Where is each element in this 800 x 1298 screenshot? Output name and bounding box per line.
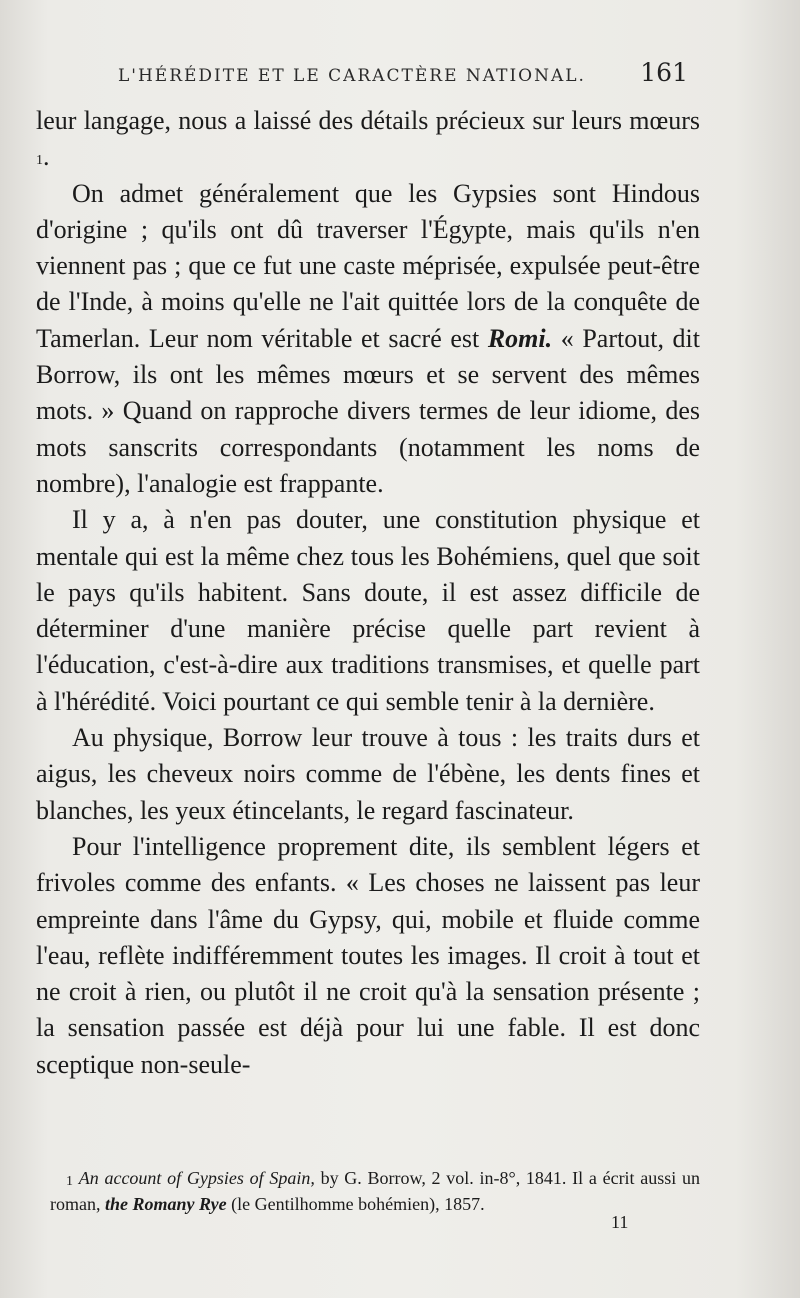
paragraph-3: Il y a, à n'en pas douter, une constitution physique et mentale qui est la même chez tous les Bohémiens, quel que soit le pays qu'ils habitent. Sans doute, il est assez difficile de déterminer d'une manière précise quelle part revient à l'éducation, c'est-à-dire aux traditions transmises, et quelle part à l'hérédité. Voici pourtant ce qui semble tenir à la dernière. — [36, 505, 700, 716]
footnote-reference: 1 — [36, 153, 43, 169]
footnote-1 — [50, 1165, 700, 1217]
romi-term: Romi. — [487, 323, 553, 353]
footnotes — [50, 1165, 700, 1217]
footnote-title: An account of Gypsies of Spain, — [78, 1168, 315, 1188]
body-text — [36, 103, 700, 1083]
paragraph-2 — [36, 176, 700, 503]
signature-mark: 11 — [611, 1212, 629, 1232]
paragraph-1-end: . — [43, 142, 50, 172]
footnote-text-1: by G. Borrow, 2 vol. in-8°, 1841. Il a écrit aussi un roman, — [50, 1168, 701, 1214]
page-header — [118, 58, 688, 87]
paragraph-1-text: leur langage, nous a laissé des détails précieux sur leurs mœurs — [36, 106, 700, 135]
paragraph-2-text: On admet généralement que les Gypsies sont Hindous d'origine ; qu'ils ont dû traverser l'Égypte, mais qu'ils n'en viennent pas ; que ce fut une caste méprisée, expulsée peut-être de l'Inde, à moins qu'elle ne l'ait quittée lors de la conquête de Tamerlan. Leur nom véritable et sacré est — [36, 178, 700, 353]
paragraph-2-rest: « Partout, dit Borrow, ils ont les mêmes mœurs et se servent des mêmes mots. » Quand on rapproche divers termes de leur idiome, des mots sanscrits correspondants (notamment les noms de nombre), l'analogie est frappante. — [36, 323, 700, 498]
footnote-title-2: the Romany Rye — [104, 1194, 227, 1214]
paragraph-4: Au physique, Borrow leur trouve à tous : les traits durs et aigus, les cheveux noirs comme de l'ébène, les dents fines et blanches, les yeux étincelants, le regard fascinateur. — [36, 723, 700, 825]
footnote-text-2: (le Gentilhomme bohémien), 1857. — [231, 1194, 485, 1214]
footnote-mark: 1 — [66, 1174, 73, 1189]
running-head: L'HÉRÉDITE ET LE CARACTÈRE NATIONAL. — [118, 66, 586, 86]
page-number: 161 — [640, 58, 688, 87]
paragraph-5: Pour l'intelligence proprement dite, ils semblent légers et frivoles comme des enfants. « Les choses ne laissent pas leur empreinte dans l'âme du Gypsy, qui, mobile et fluide comme l'eau, reflète indifféremment toutes les images. Il croit à tout et ne croit à rien, ou plutôt il ne croit qu'à la sensation présente ; la sensation passée est déjà pour lui une fable. Il est donc sceptique non-seule- — [36, 831, 700, 1079]
paragraph-1 — [36, 103, 700, 176]
